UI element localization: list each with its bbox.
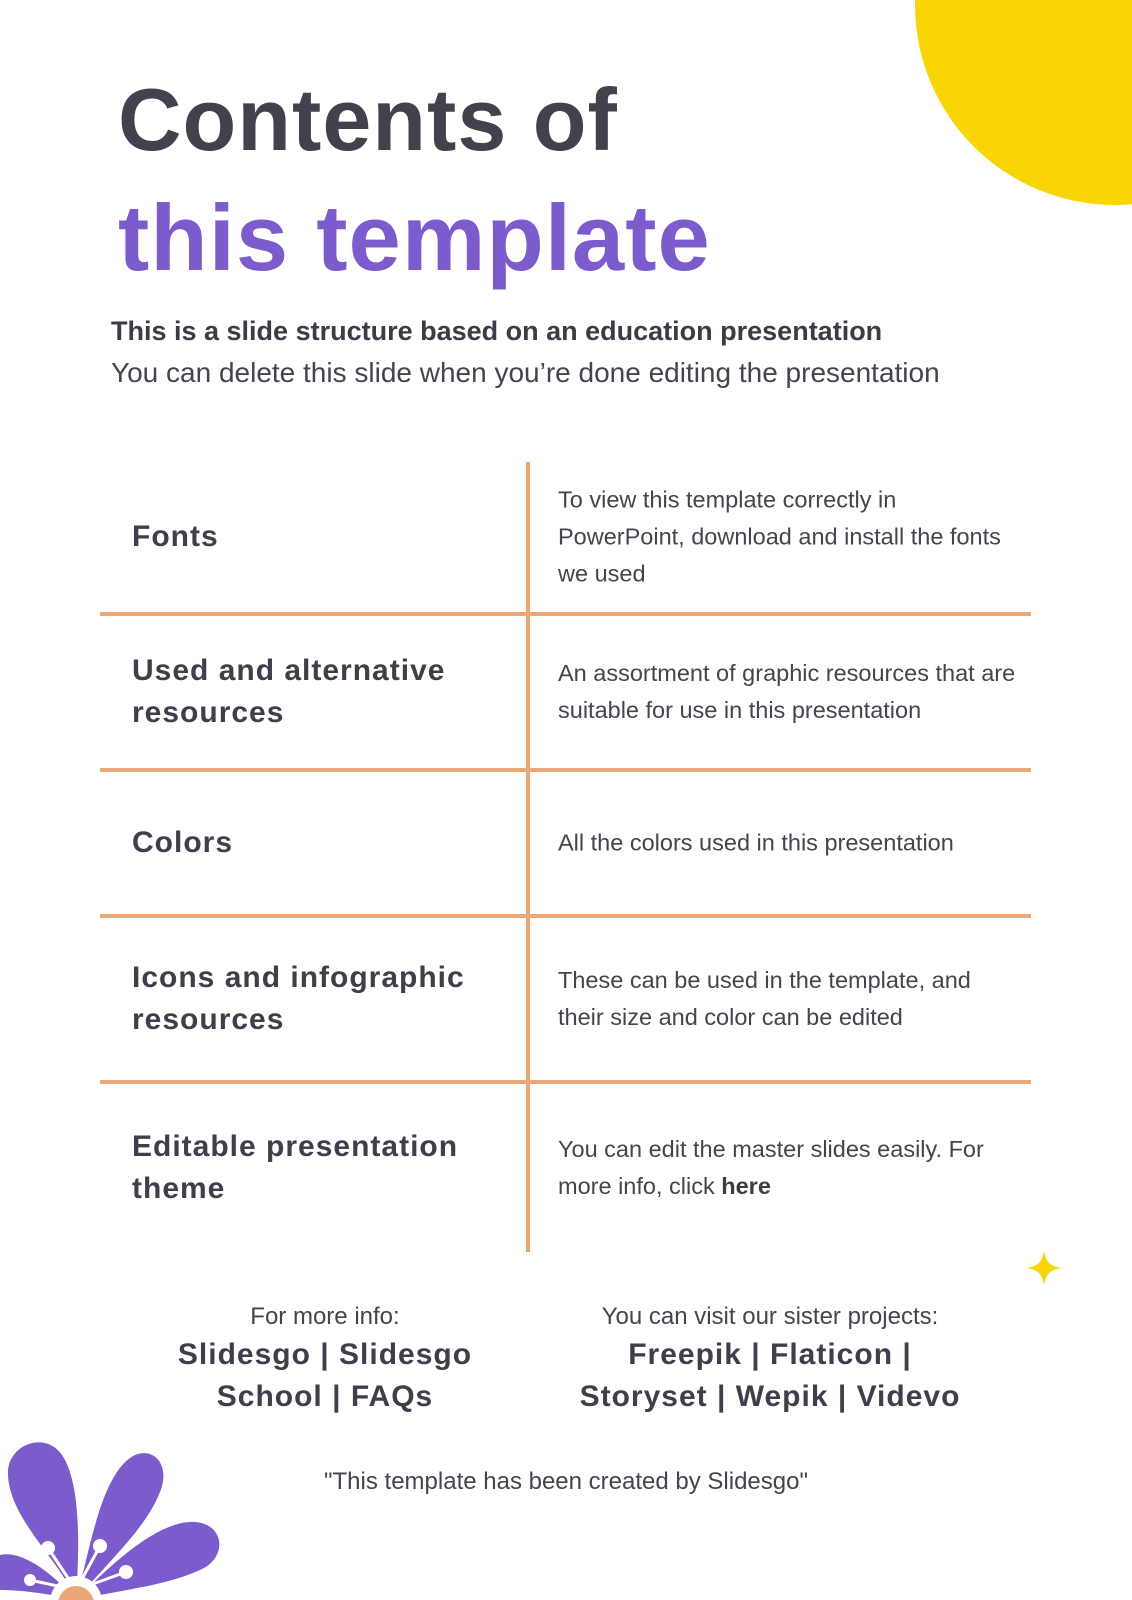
slidesgo-link[interactable]: Slidesgo [177, 1338, 311, 1371]
row-label: Editable presentation theme [132, 1130, 459, 1205]
subtitle-normal: You can delete this slide when you’re done editing the presentation [111, 357, 940, 388]
table-row-colors [100, 772, 1031, 914]
table-row-resources [100, 616, 1031, 768]
row-label: Used and alternative resources [132, 654, 446, 729]
sister-projects-links: Freepik | Flaticon | Storyset | Wepik | Videvo [579, 1338, 961, 1413]
freepik-link[interactable]: Freepik [628, 1338, 742, 1371]
table-row-theme [100, 1084, 1031, 1252]
flaticon-link[interactable]: Flaticon [770, 1338, 894, 1371]
page-title-line2: this template [118, 185, 711, 290]
more-info-links: Slidesgo | Slidesgo School | FAQs [177, 1338, 473, 1413]
row-label: Icons and infographic resources [132, 961, 465, 1036]
here-link[interactable]: here [721, 1173, 771, 1199]
row-label: Fonts [132, 520, 219, 553]
row-label: Colors [132, 826, 234, 859]
more-info-label: For more info: [250, 1303, 400, 1330]
row-description [558, 1131, 1018, 1205]
table-row-icons [100, 918, 1031, 1080]
table-row-fonts [100, 462, 1031, 612]
row-description: These can be used in the template, and their size and color can be edited [558, 967, 971, 1030]
flower-icon [0, 1440, 230, 1600]
page-title-line1: Contents of [118, 70, 618, 169]
storyset-link[interactable]: Storyset [579, 1380, 708, 1413]
row-description: An assortment of graphic resources that are suitable for use in this presentation [558, 660, 1016, 723]
yellow-circle-decoration [915, 0, 1132, 205]
faqs-link[interactable]: FAQs [350, 1380, 434, 1413]
sister-projects-section [540, 1300, 1000, 1418]
videvo-link[interactable]: Videvo [856, 1380, 961, 1413]
slidesgo-link[interactable]: Slidesgo [339, 1338, 473, 1371]
school-link[interactable]: School [216, 1380, 323, 1413]
row-description-text: You can edit the master slides easily. For more info, click [558, 1136, 984, 1199]
wepik-link[interactable]: Wepik [735, 1380, 829, 1413]
sister-projects-label: You can visit our sister projects: [601, 1303, 939, 1330]
row-description: All the colors used in this presentation [558, 829, 954, 856]
subtitle-bold: This is a slide structure based on an education presentation [111, 316, 883, 346]
more-info-section [130, 1300, 520, 1418]
contents-table [100, 462, 1031, 1252]
row-description: To view this template correctly in PowerPoint, download and install the fonts we used [558, 486, 1001, 587]
sparkle-icon [1026, 1250, 1062, 1286]
credit-text: "This template has been created by Slidesgo" [324, 1468, 808, 1495]
